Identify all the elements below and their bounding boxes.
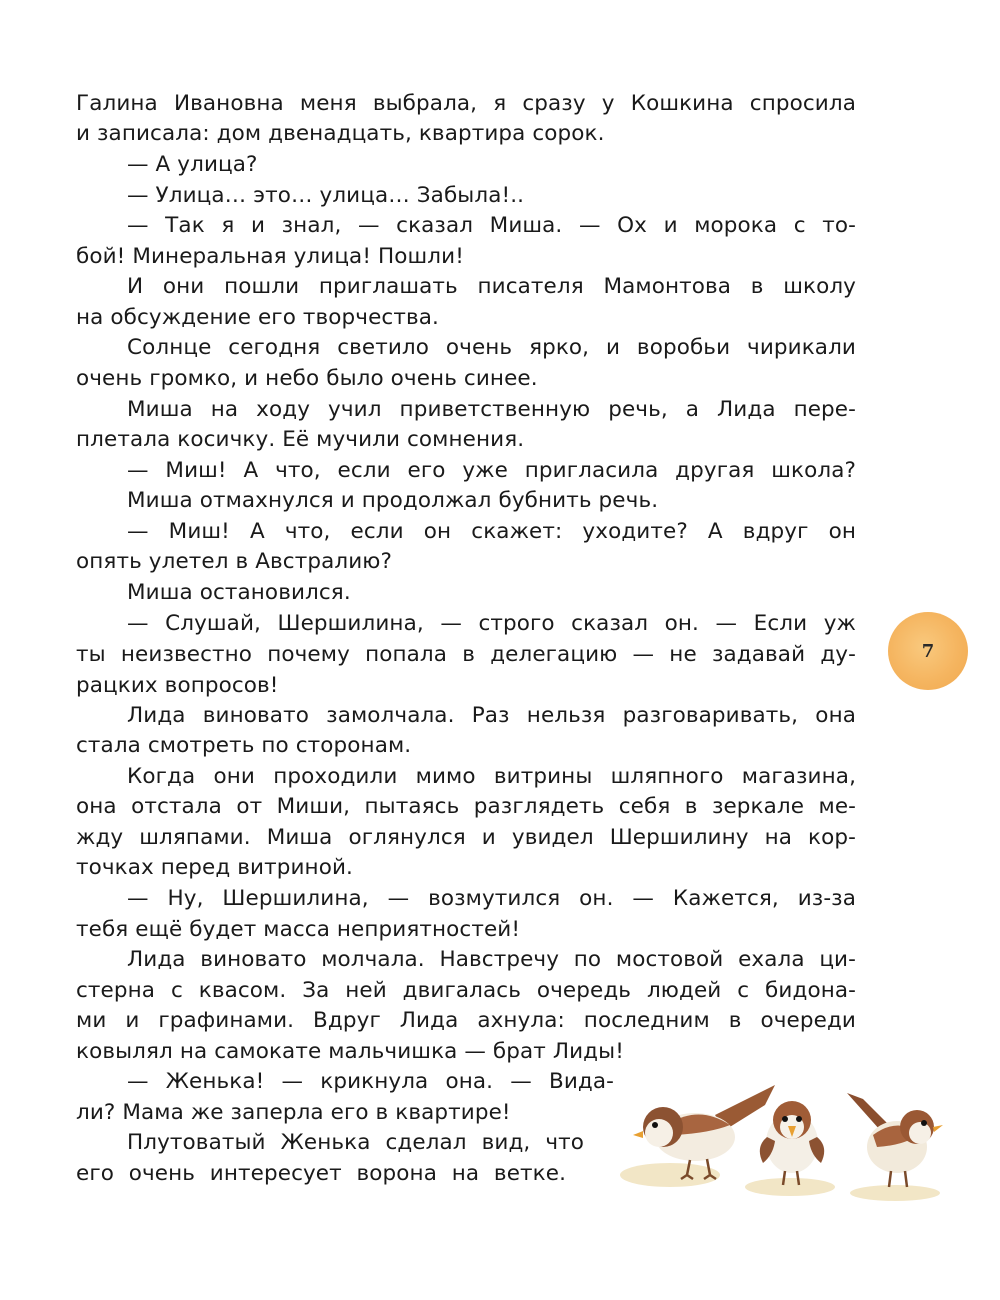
text-line: — Миш! А что, если его уже пригласила другая школа? — [127, 458, 856, 483]
text-line: Галина Ивановна меня выбрала, я сразу у Кошкина спросила — [76, 91, 856, 116]
text-line: Лида виновато молчала. Навстречу по мостовой ехала ци- — [127, 947, 856, 972]
text-line: стерна с квасом. За ней двигалась очередь людей с бидона- — [76, 978, 856, 1003]
text-line: И они пошли приглашать писателя Мамонтова в школу — [127, 274, 856, 299]
text-line: — Ну, Шершилина, — возмутился он. — Кажется, из-за — [127, 886, 856, 911]
text-line: Лида виновато замолчала. Раз нельзя разговаривать, она — [127, 703, 856, 728]
text-line: очень громко, и небо было очень синее. — [76, 366, 538, 391]
text-line: Когда они проходили мимо витрины шляпного магазина, — [127, 764, 856, 789]
sparrow-2 — [760, 1101, 824, 1185]
text-line: его очень интересует ворона на ветке. — [76, 1161, 566, 1186]
text-line: Плутоватый Женька сделал вид, что — [127, 1130, 584, 1155]
text-line: — А улица? — [127, 152, 258, 177]
text-line: опять улетел в Австралию? — [76, 549, 392, 574]
text-line: ковылял на самокате мальчишка — брат Лиды! — [76, 1039, 624, 1064]
text-line: на обсуждение его творчества. — [76, 305, 439, 330]
text-line: тебя ещё будет масса неприятностей! — [76, 917, 521, 942]
text-line: Миша остановился. — [127, 580, 351, 605]
page-number-badge — [888, 612, 968, 690]
text-line: точках перед витриной. — [76, 855, 353, 880]
text-line: — Женька! — крикнула она. — Вида- — [127, 1069, 614, 1094]
sparrow-3 — [847, 1093, 943, 1187]
text-line: ты неизвестно почему попала в делегацию — не задавай ду- — [76, 642, 856, 667]
text-line: бой! Минеральная улица! Пошли! — [76, 244, 464, 269]
text-line: — Так я и знал, — сказал Миша. — Ох и морока с то- — [127, 213, 856, 238]
text-line: — Слушай, Шершилина, — строго сказал он. — Если уж — [127, 611, 856, 636]
text-line: рацких вопросов! — [76, 673, 279, 698]
text-line: она отстала от Миши, пытаясь разглядеть себя в зеркале ме- — [76, 794, 856, 819]
text-line: ми и графинами. Вдруг Лида ахнула: последним в очереди — [76, 1008, 856, 1033]
text-line: ли? Мама же заперла его в квартире! — [76, 1100, 511, 1125]
text-line: Солнце сегодня светило очень ярко, и воробьи чирикали — [127, 335, 856, 360]
text-line: Миша на ходу учил приветственную речь, а Лида пере- — [127, 397, 856, 422]
text-line: плетала косичку. Её мучили сомнения. — [76, 427, 525, 452]
text-line: жду шляпами. Миша оглянулся и увидел Шершилину на кор- — [76, 825, 856, 850]
page-number: 7 — [921, 640, 935, 662]
sparrows-illustration — [615, 1075, 945, 1205]
text-line: — Миш! А что, если он скажет: уходите? А вдруг он — [127, 519, 856, 544]
text-line: Миша отмахнулся и продолжал бубнить речь. — [127, 488, 659, 513]
text-line: и записала: дом двенадцать, квартира сорок. — [76, 121, 605, 146]
text-line: — Улица… это… улица… Забыла!.. — [127, 183, 525, 208]
text-line: стала смотреть по сторонам. — [76, 733, 412, 758]
